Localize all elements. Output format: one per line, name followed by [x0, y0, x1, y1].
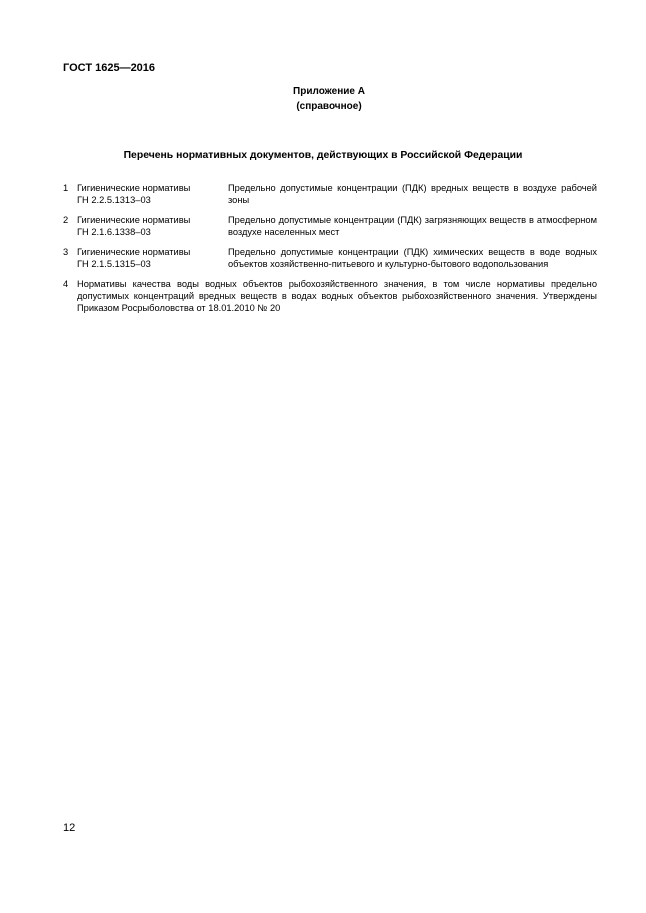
item-name-line1: Гигиенические нормативы: [77, 183, 191, 193]
appendix-title: Приложение А: [293, 86, 365, 97]
item-name-line2: ГН 2.1.6.1338–03: [77, 227, 151, 237]
appendix-subtitle: (справочное): [296, 101, 362, 112]
item-name-line1: Гигиенические нормативы: [77, 247, 191, 257]
item-name: [77, 214, 228, 238]
section-title: Перечень нормативных документов, действующих в Российской Федерации: [123, 150, 523, 161]
list-item: [63, 246, 597, 270]
item-number: 1: [63, 183, 69, 193]
item-number: 2: [63, 215, 69, 225]
list-item: [63, 214, 597, 238]
item-name-line1: Гигиенические нормативы: [77, 215, 191, 225]
page-number: 12: [63, 822, 76, 834]
item-name: [77, 246, 228, 270]
item-number: 4: [63, 279, 69, 289]
normative-documents-list: [63, 182, 597, 322]
appendix-heading: [0, 84, 646, 114]
item-description: Предельно допустимые концентрации (ПДК) загрязняющих веществ в атмосферном воздухе населенных мест: [228, 215, 597, 237]
item-name: [77, 182, 228, 206]
item-name-line2: ГН 2.1.5.1315–03: [77, 259, 151, 269]
item-number: 3: [63, 247, 69, 257]
item-description: Предельно допустимые концентрации (ПДК) вредных веществ в воздухе рабочей зоны: [228, 183, 597, 205]
list-item: [63, 182, 597, 206]
document-header: ГОСТ 1625—2016: [63, 62, 156, 74]
list-item: [63, 278, 597, 314]
item-text: Нормативы качества воды водных объектов рыбохозяйственного значения, в том числе нормативы предельно допустимых концентраций вредных веществ в водах водных объектов рыбохозяйственного значения. Утверждены Приказом Росрыболовства от 18.01.2010 № 20: [77, 279, 597, 313]
item-name-line2: ГН 2.2.5.1313–03: [77, 195, 151, 205]
item-description: Предельно допустимые концентрации (ПДК) химических веществ в воде водных объектов хозяйственно-питьевого и культурно-бытового водопользования: [228, 247, 597, 269]
